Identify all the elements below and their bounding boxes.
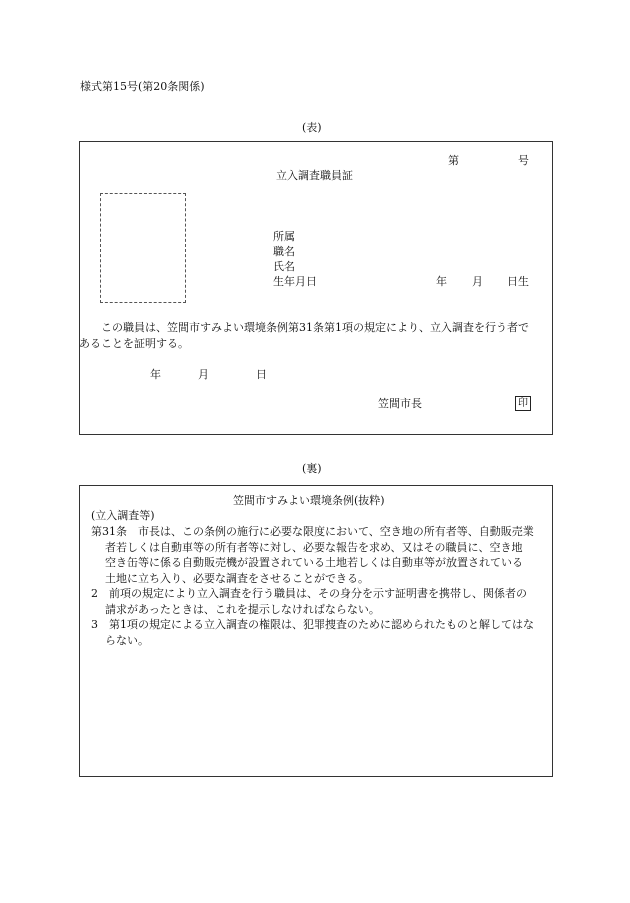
paragraph-3-line-1: 3 第1項の規定による立入調査の権限は、犯罪捜査のために認められたものと解してはな [91, 618, 534, 631]
issue-year-label: 年 [150, 368, 161, 381]
field-name: 氏名 [273, 260, 295, 273]
issue-day-label: 日 [256, 368, 267, 381]
birth-day-label: 日生 [507, 275, 529, 288]
paragraph-2-line-1: 2 前項の規定により立入調査を行う職員は、その身分を示す証明書を携帯し、関係者の [91, 587, 527, 600]
birth-month-label: 月 [472, 275, 483, 288]
excerpt-title: 笠間市すみよい環境条例(抜粋) [233, 494, 385, 507]
article-31-line-3: 空き缶等に係る自動販売機が設置されている土地若しくは自動車等が放置されている [105, 556, 523, 569]
article-31-line-1: 第31条 市長は、この条例の施行に必要な限度において、空き地の所有者等、自動販売業 [91, 525, 534, 538]
paragraph-3-line-2: らない。 [105, 633, 149, 647]
card-number-prefix: 第 [448, 154, 459, 167]
photo-placeholder [100, 193, 186, 303]
certification-line-1: この職員は、笠間市すみよい環境条例第31条第1項の規定により、立入調査を行う者で [101, 321, 529, 334]
issuer-name: 笠間市長 [378, 397, 422, 410]
back-heading: (裏) [302, 462, 322, 475]
field-position: 職名 [273, 245, 295, 258]
birth-year-label: 年 [436, 275, 447, 288]
paragraph-2 [91, 586, 551, 617]
card-number-suffix: 号 [518, 154, 529, 167]
seal-stamp: 印 [515, 396, 531, 411]
certification-line-2: あることを証明する。 [79, 337, 189, 350]
form-number: 様式第15号(第20条関係) [80, 80, 205, 93]
field-birthdate: 生年月日 [273, 275, 317, 288]
article-caption: (立入調査等) [91, 509, 155, 522]
card-title: 立入調査職員証 [276, 169, 353, 182]
paragraph-2-line-2: 請求があったときは、これを提示しなければならない。 [105, 602, 380, 616]
article-31-line-2: 者若しくは自動車等の所有者等に対し、必要な報告を求め、又はその職員に、空き地 [105, 540, 523, 554]
issue-month-label: 月 [198, 368, 209, 381]
article-31-line-4: 土地に立ち入り、必要な調査をさせることができる。 [105, 571, 369, 585]
field-affiliation: 所属 [273, 230, 295, 243]
article-31 [91, 524, 551, 586]
front-heading: (表) [302, 121, 322, 134]
paragraph-3 [91, 617, 551, 648]
